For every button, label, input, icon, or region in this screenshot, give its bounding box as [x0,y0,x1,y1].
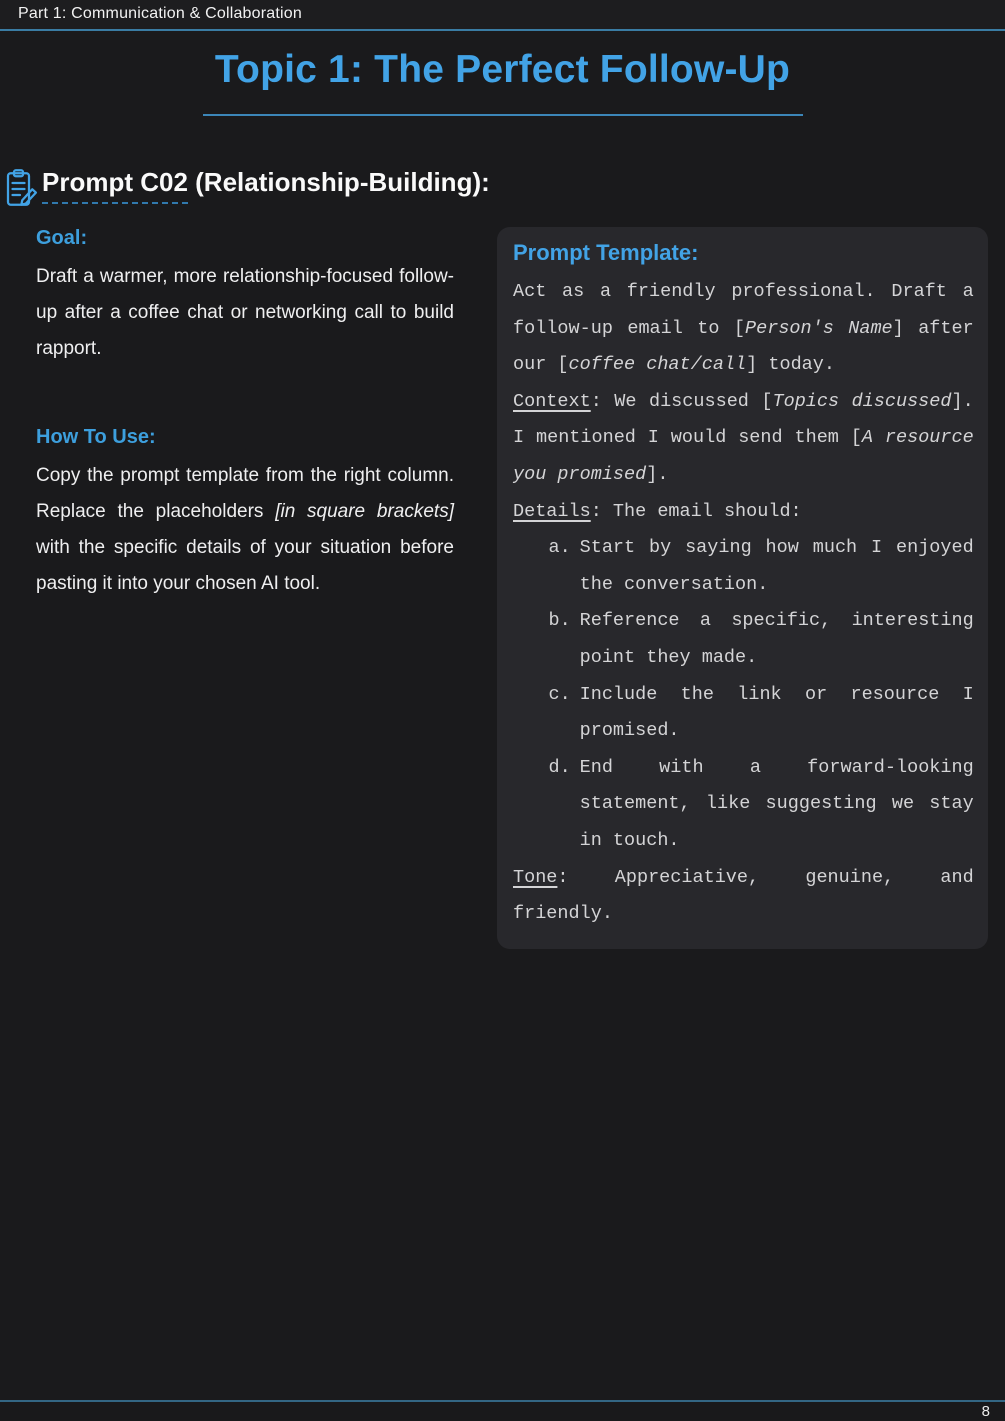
top-header-bar [0,0,1005,31]
list-marker: b. [548,610,571,632]
prompt-template-heading: Prompt Template: [513,240,699,265]
how-to-use-heading: How To Use: [36,426,156,448]
list-item-text: End with a forward-looking statement, like suggesting we stay in touch. [579,756,974,851]
list-item-text: Start by saying how much I enjoyed the conversation. [579,537,974,595]
list-marker: a. [548,537,571,559]
how-to-use-section [36,426,454,602]
title-block [0,48,1005,116]
prompt-heading-row [5,166,1005,215]
template-tone: Tone: Appreciative, genuine, and friendly. [513,866,974,925]
list-marker: c. [548,683,571,705]
how-to-use-text: Copy the prompt template from the right column. Replace the placeholders [in square brackets] with the specific details of your situation before pasting it into your chosen AI tool. [36,465,454,594]
section-breadcrumb: Part 1: Communication & Collaboration [18,5,302,22]
left-column [36,227,454,949]
prompt-code: Prompt C02 [42,167,188,204]
list-marker: d. [548,756,571,778]
prompt-subtitle: (Relationship-Building): [187,167,490,197]
goal-heading: Goal: [36,227,88,249]
content-columns [0,227,1005,949]
template-list-item [513,603,974,676]
template-context: Context: We discussed [Topics discussed]. I mentioned I would send them [A resource you promised]. [513,390,974,485]
template-list [513,530,974,859]
template-list-item [513,530,974,603]
clipboard-pencil-icon [5,168,38,215]
template-list-item [513,750,974,860]
template-details: Details: The email should: [513,500,802,522]
list-item-text: Reference a specific, interesting point they made. [579,610,974,668]
page-title: Topic 1: The Perfect Follow-Up [214,48,791,91]
title-underline-rule [203,114,803,116]
goal-section [36,227,454,367]
prompt-title [42,166,490,199]
template-list-item [513,677,974,750]
template-intro: Act as a friendly professional. Draft a follow-up email to [Person's Name] after our [coffee chat/call] today. [513,281,974,376]
goal-text: Draft a warmer, more relationship-focused follow-up after a coffee chat or networking call to build rapport. [36,266,454,359]
footer-bar [0,1402,1005,1421]
page-number: 8 [981,1403,990,1420]
prompt-template-card [497,227,988,949]
list-item-text: Include the link or resource I promised. [579,683,974,742]
prompt-template-body [513,274,974,933]
